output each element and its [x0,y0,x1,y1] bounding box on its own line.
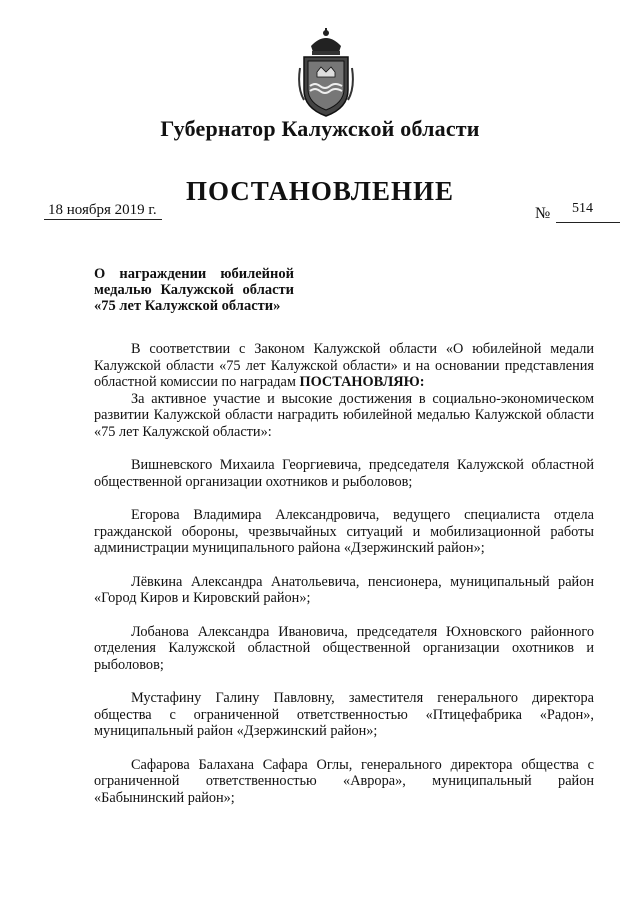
document-date: 18 ноября 2019 г. [44,201,162,220]
number-label: № [535,205,551,222]
number-underline [556,222,620,223]
decree-word: ПОСТАНОВЛЯЮ: [299,374,425,390]
award-clause: За активное участие и высокие достижения в социально-экономическом развитии Калужской области наградить юбилейной медалью Калужской области «75 лет Калужской области»: [94,390,594,440]
recipient-item: Мустафину Галину Павловну, заместителя генерального директора общества с ограниченной ответственностью «Птицефабрика «Радон», муниципальный район «Дзержинский район»; [94,690,594,739]
document-number: 514 [572,201,593,216]
issuing-authority: Губернатор Калужской области [160,116,480,141]
recipient-item: Егорова Владимира Александровича, ведущего специалиста отдела гражданской обороны, чрезвычайных ситуаций и мобилизационной работы администрации муниципального района «Дзержинский район»; [94,507,594,556]
document-subject: О награждении юбилейной медалью Калужской области «75 лет Калужской области» [94,266,294,314]
recipient-item: Лобанова Александра Ивановича, председателя Юхновского районного отделения Калужской областной общественной организации охотников и рыболовов; [94,623,594,673]
intro-paragraph [94,341,594,391]
recipient-item: Лёвкина Александра Анатольевича, пенсионера, муниципальный район «Город Киров и Кировский район»; [94,573,594,606]
document-body [94,341,594,806]
document-type: ПОСТАНОВЛЕНИЕ [185,176,455,206]
intro-text: В соответствии с Законом Калужской области «О юбилейной медали Калужской области «75 лет Калужской области» и на основании представления областной комиссии по наградам [94,341,594,390]
coat-of-arms-icon [297,28,355,120]
recipient-item: Вишневского Михаила Георгиевича, председателя Калужской областной общественной организации охотников и рыболовов; [94,457,594,490]
recipient-item: Сафарова Балахана Сафара Оглы, генерального директора общества с ограниченной ответственностью «Аврора», муниципальный район «Бабынинский район»; [94,756,594,806]
